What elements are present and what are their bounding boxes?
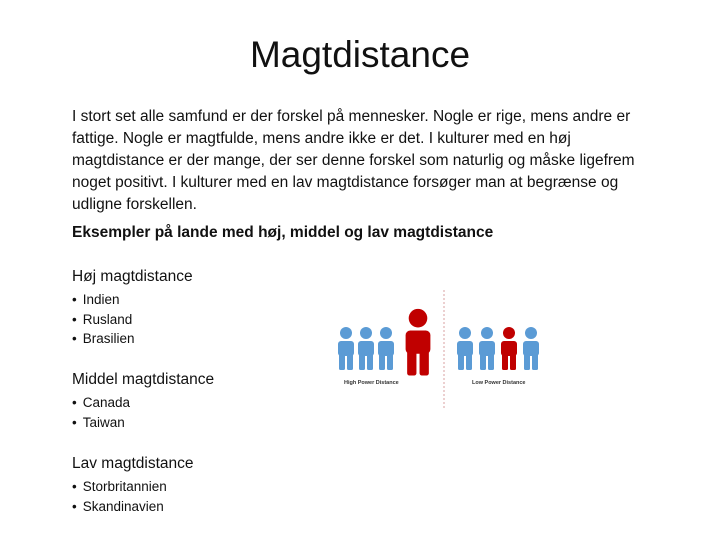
list-item: • Storbritannien	[72, 477, 167, 497]
list-item: • Canada	[72, 393, 130, 413]
person-icon	[338, 327, 354, 370]
person-icon	[378, 327, 394, 370]
power-distance-illustration	[330, 288, 550, 412]
people-figure-graphic	[330, 288, 550, 412]
group-high-heading: Høj magtdistance	[72, 268, 193, 285]
person-icon	[457, 327, 473, 370]
high-power-caption: High Power Distance	[344, 380, 399, 386]
person-icon	[479, 327, 495, 370]
intro-paragraph: I stort set alle samfund er der forskel på mennesker. Nogle er rige, mens andre er fattige. Nogle er magtfulde, mens andre ikke er det. I kulturer med en høj magtdistance er der mange, der ser denne forskel som naturlig og måske ligefrem noget positivt. I kulturer med en lav magtdistance forsøger man at begrænse og udligne forskellen.	[72, 108, 635, 213]
group-middle-list	[72, 393, 130, 432]
person-leader-icon	[501, 327, 517, 370]
group-middle-heading: Middel magtdistance	[72, 371, 215, 388]
person-leader-icon	[406, 309, 431, 376]
group-low-list	[72, 477, 167, 516]
list-item: • Indien	[72, 290, 135, 310]
low-power-caption: Low Power Distance	[472, 380, 526, 386]
list-item: • Rusland	[72, 310, 135, 330]
group-low-heading: Lav magtdistance	[72, 455, 194, 472]
list-item: • Skandinavien	[72, 497, 167, 517]
person-icon	[358, 327, 374, 370]
page-title: Magtdistance	[249, 34, 471, 75]
list-item: • Brasilien	[72, 329, 135, 349]
person-icon	[523, 327, 539, 370]
list-item: • Taiwan	[72, 413, 130, 433]
examples-heading: Eksempler på lande med høj, middel og lav magtdistance	[72, 224, 494, 241]
group-high-list	[72, 290, 135, 349]
